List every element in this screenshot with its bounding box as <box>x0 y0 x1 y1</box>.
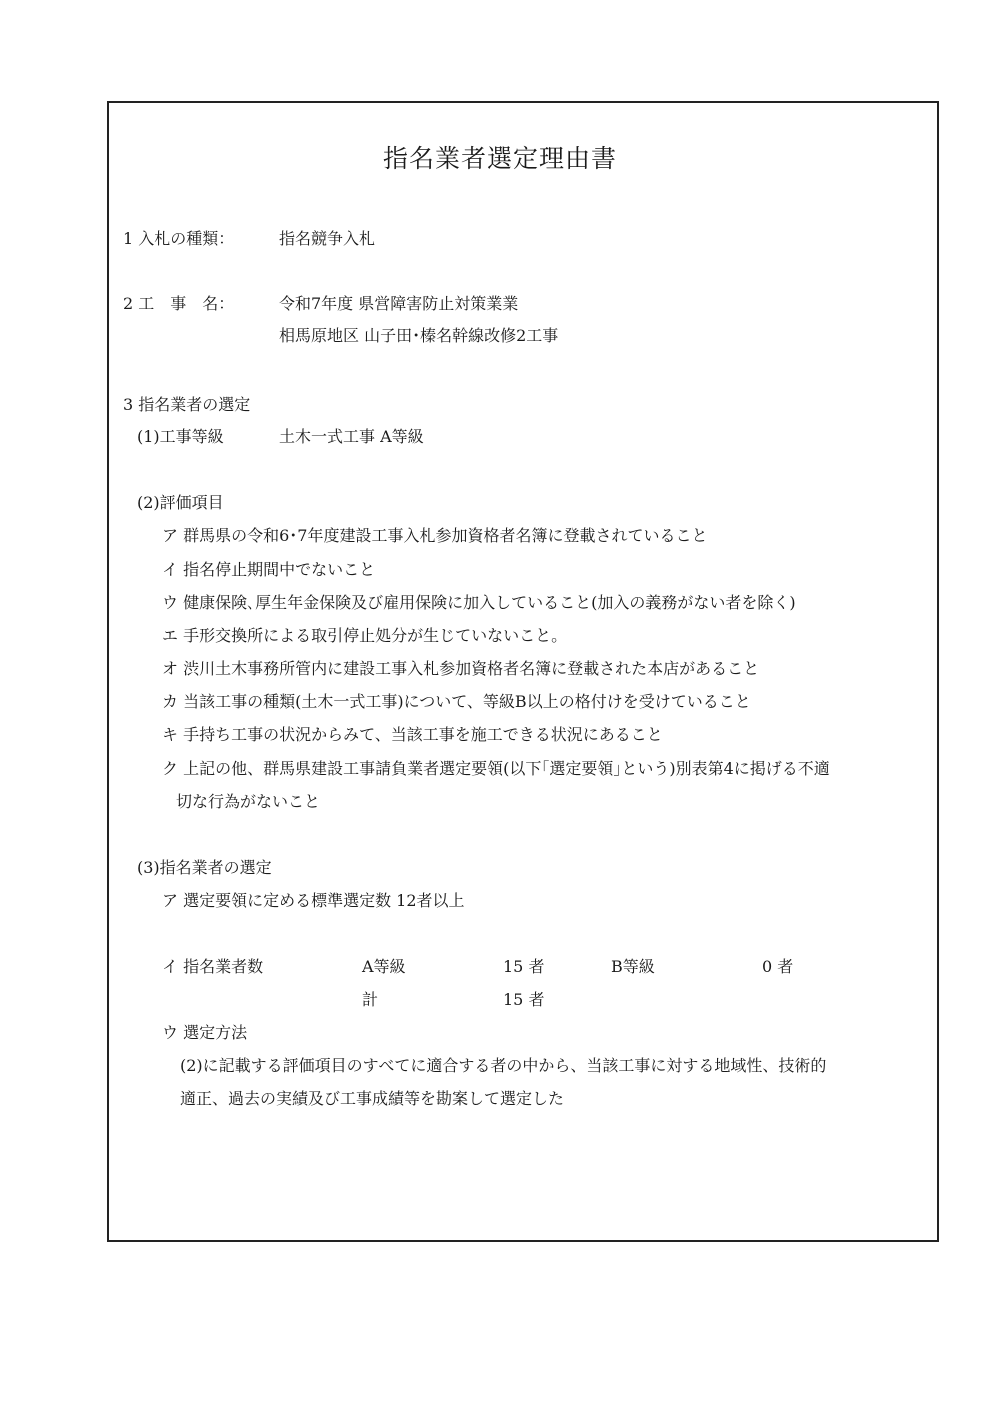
total-label: 計 <box>362 990 379 1009</box>
tender-type-value: 指名競争入札 <box>279 229 376 248</box>
criteria-item-continuation: 切な行為がないこと <box>176 792 321 811</box>
criteria-item: カ 当該工事の種類(土木一式工事)について、等級B以上の格付けを受けていること <box>162 692 751 711</box>
criteria-item: キ 手持ち工事の状況からみて、当該工事を施工できる状況にあること <box>162 725 663 744</box>
tender-type-label: 1 入札の種類： <box>123 229 235 248</box>
grade-value: 土木一式工事 A等級 <box>279 427 424 446</box>
nominee-count-label: イ 指名業者数 <box>162 957 264 976</box>
grade-label: (1)工事等級 <box>137 427 224 446</box>
grade-a-label: A等級 <box>362 957 406 976</box>
total-count: 15 者 <box>503 990 545 1009</box>
criteria-item: イ 指名停止期間中でないこと <box>162 560 376 579</box>
grade-a-count: 15 者 <box>503 957 545 976</box>
criteria-heading: (2)評価項目 <box>137 493 224 512</box>
project-name-label: 2 工 事 名： <box>123 294 235 313</box>
criteria-item: オ 渋川土木事務所管内に建設工事入札参加資格者名簿に登載された本店があること <box>162 659 760 678</box>
criteria-item: エ 手形交換所による取引停止処分が生じていないこと。 <box>162 626 568 645</box>
project-name-line2: 相馬原地区 山子田･榛名幹線改修2工事 <box>279 326 559 345</box>
criteria-item: ウ 健康保険､厚生年金保険及び雇用保険に加入していること(加入の義務がない者を除く) <box>162 593 796 612</box>
section3-heading: 3 指名業者の選定 <box>123 395 251 414</box>
selection-method-line1: (2)に記載する評価項目のすべてに適合する者の中から、当該工事に対する地域性、技術的 <box>180 1056 827 1075</box>
project-name-line1: 令和7年度 県営障害防止対策業業 <box>279 294 519 313</box>
selection-heading: (3)指名業者の選定 <box>137 858 272 877</box>
document-title: 指名業者選定理由書 <box>382 144 617 173</box>
grade-b-count: 0 者 <box>762 957 794 976</box>
criteria-item: ク 上記の他、群馬県建設工事請負業者選定要領(以下｢選定要領｣という)別表第4に掲げる不適 <box>162 759 830 778</box>
selection-method-line2: 適正、過去の実績及び工事成績等を勘案して選定した <box>180 1089 565 1108</box>
grade-b-label: B等級 <box>611 957 655 976</box>
criteria-item: ア 群馬県の令和6･7年度建設工事入札参加資格者名簿に登載されていること <box>162 526 708 545</box>
selection-method-label: ウ 選定方法 <box>162 1023 248 1042</box>
standard-selection-count: ア 選定要領に定める標準選定数 12者以上 <box>162 891 465 910</box>
